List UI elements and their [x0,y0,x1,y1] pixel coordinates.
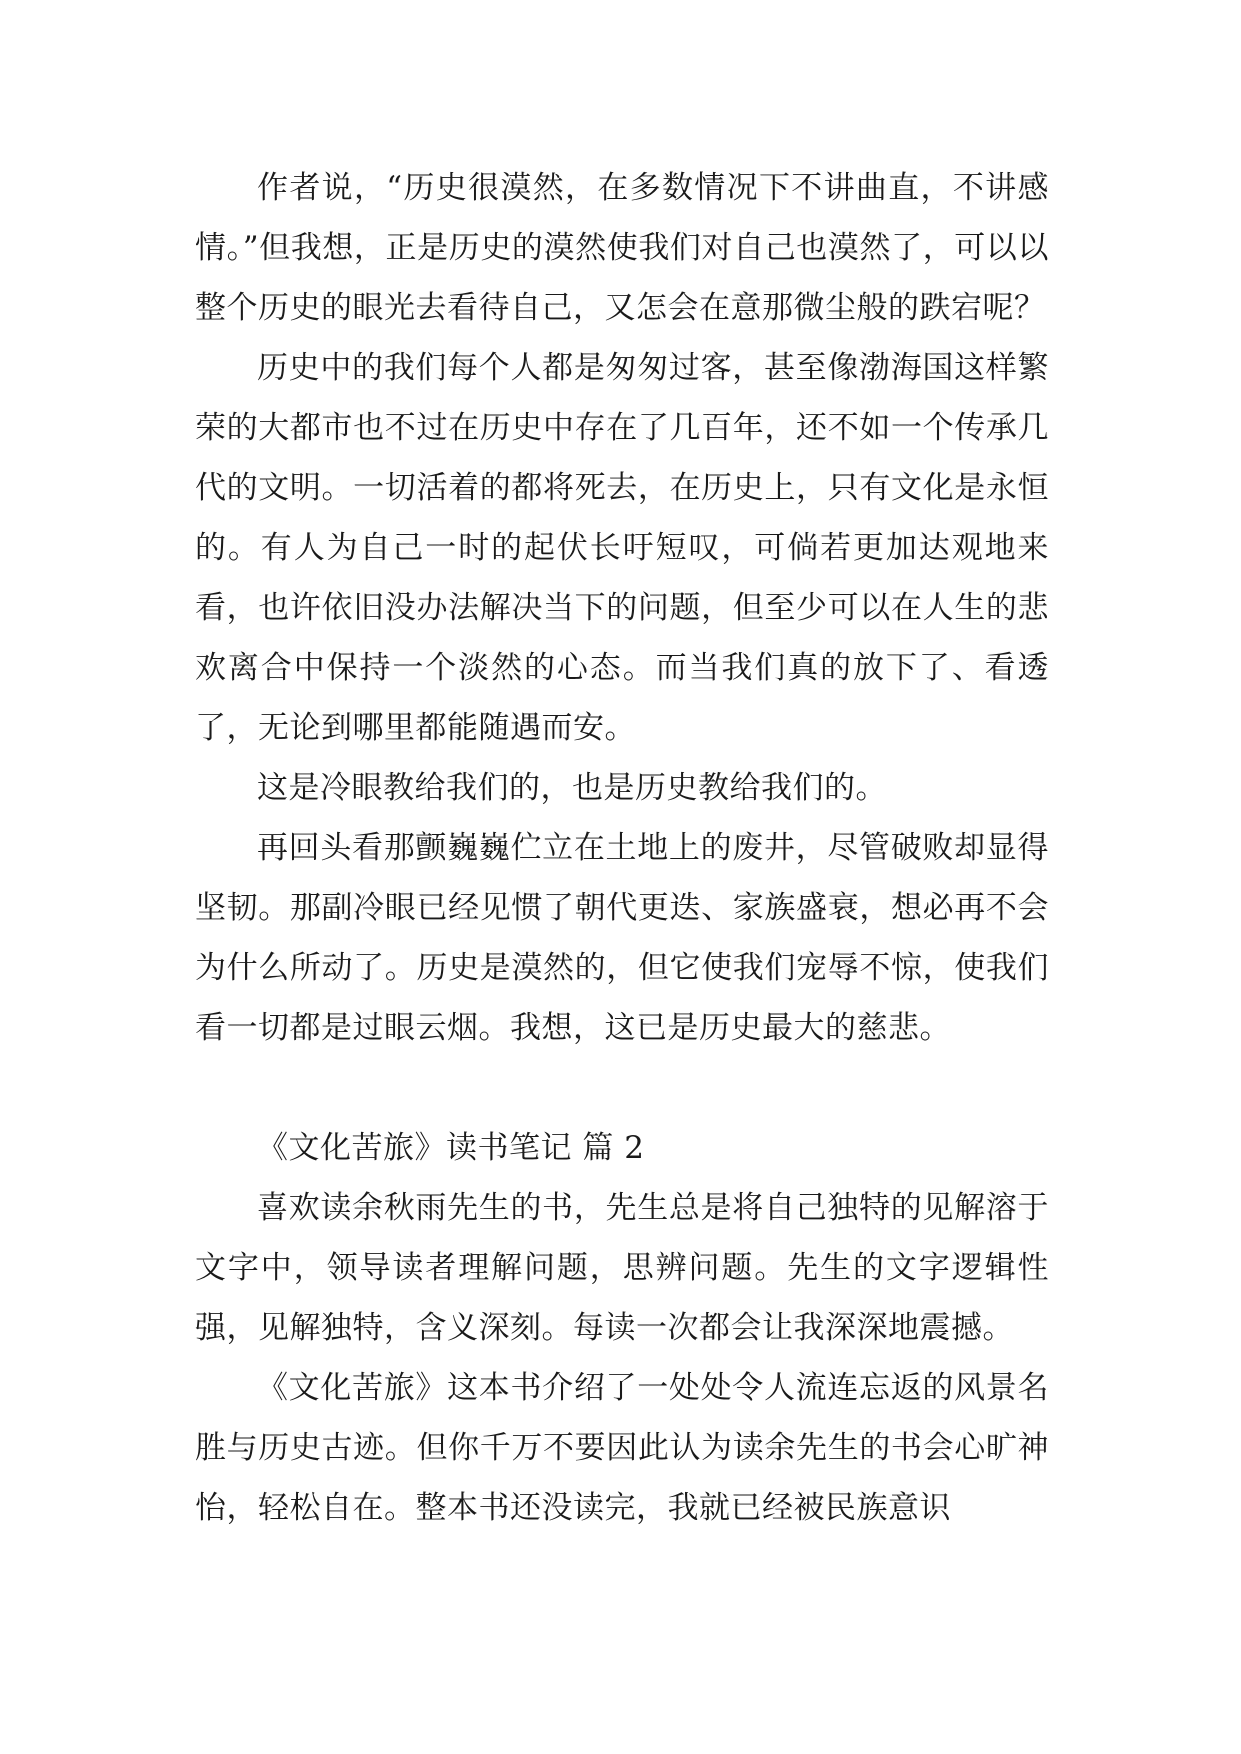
paragraph: 这是冷眼教给我们的，也是历史教给我们的。 [257,770,887,806]
paragraph: 再回头看那颤巍巍伫立在土地上的废井，尽管破败却显得坚韧。那副冷眼已经见惯了朝代更迭、家族盛衰，想必再不会为什么所动了。历史是漠然的，但它使我们宠辱不惊，使我们看一切都是过眼云烟。我想，这已是历史最大的慈悲。 [195,830,1049,1046]
paragraph: 喜欢读余秋雨先生的书，先生总是将自己独特的见解溶于文字中，领导读者理解问题，思辨问题。先生的文字逻辑性强，见解独特，含义深刻。每读一次都会让我深深地震撼。 [195,1190,1049,1346]
section-heading: 《文化苦旅》读书笔记 篇 2 [257,1130,645,1166]
paragraph: 作者说，“历史很漠然，在多数情况下不讲曲直，不讲感情。”但我想，正是历史的漠然使我们对自己也漠然了，可以以整个历史的眼光去看待自己，又怎会在意那微尘般的跌宕呢？ [195,170,1049,326]
paragraph: 历史中的我们每个人都是匆匆过客，甚至像渤海国这样繁荣的大都市也不过在历史中存在了几百年，还不如一个传承几代的文明。一切活着的都将死去，在历史上，只有文化是永恒的。有人为自己一时的起伏长吁短叹，可倘若更加达观地来看，也许依旧没办法解决当下的问题，但至少可以在人生的悲欢离合中保持一个淡然的心态。而当我们真的放下了、看透了，无论到哪里都能随遇而安。 [195,350,1049,746]
paragraph: 《文化苦旅》这本书介绍了一处处令人流连忘返的风景名胜与历史古迹。但你千万不要因此认为读余先生的书会心旷神怡，轻松自在。整本书还没读完，我就已经被民族意识 [195,1370,1049,1526]
document-page [195,158,1049,1538]
